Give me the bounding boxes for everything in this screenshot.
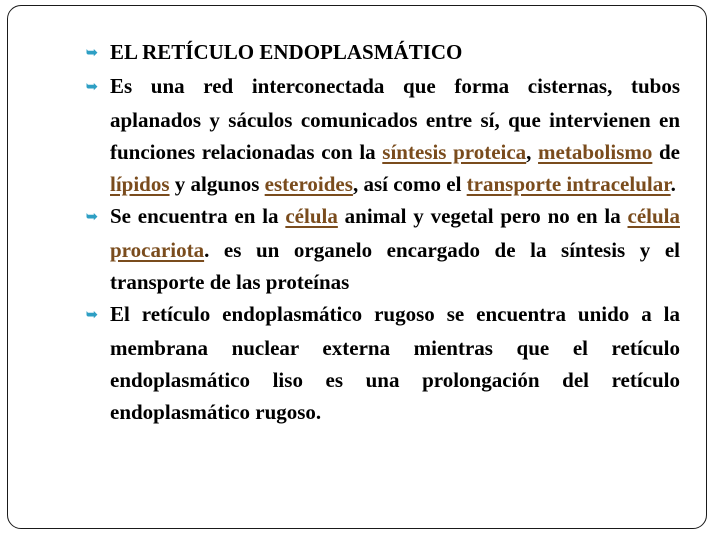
slide-frame (7, 5, 707, 529)
paragraph-text: Es una red interconectada que forma cisternas, tubos aplanados y sáculos comunicados entre sí, que intervienen en funciones relacionadas con la (110, 74, 680, 164)
bullet-paragraph-1 (86, 70, 680, 200)
arrow-bullet-icon: ➥ (86, 210, 98, 225)
link-transporte-intracelular[interactable]: transporte intracelular (466, 172, 671, 196)
bullet-paragraph-3 (86, 298, 680, 428)
paragraph-text: , (526, 140, 539, 164)
bullet-paragraph-2 (86, 200, 680, 298)
title-text: EL RETÍCULO ENDOPLASMÁTICO (110, 40, 463, 64)
link-esteroides[interactable]: esteroides (264, 172, 353, 196)
link-metabolismo[interactable]: metabolismo (538, 140, 653, 164)
link-sintesis-proteica[interactable]: síntesis proteica (382, 140, 527, 164)
paragraph-text: El retículo endoplasmático rugoso se encuentra unido a la membrana nuclear externa mientras que el retículo endoplasmático liso es una prolongación del retículo endoplasmático rugoso. (110, 302, 680, 424)
arrow-bullet-icon: ➥ (86, 80, 98, 95)
slide-title (86, 36, 680, 70)
paragraph-text: . es un organelo encargado de la síntesis y el transporte de las proteínas (110, 238, 680, 294)
link-celula-procariota[interactable]: célula procariota (110, 204, 680, 262)
paragraph-text: de (652, 140, 680, 164)
paragraph-text: , así como el (352, 172, 467, 196)
arrow-bullet-icon: ➥ (86, 46, 98, 61)
link-celula[interactable]: célula (285, 204, 338, 228)
slide-content (86, 36, 680, 428)
link-lipidos[interactable]: lípidos (110, 172, 170, 196)
paragraph-text: . (670, 172, 676, 196)
paragraph-text: animal y vegetal pero no en la (337, 204, 628, 228)
paragraph-text: y algunos (169, 172, 265, 196)
arrow-bullet-icon: ➥ (86, 308, 98, 323)
paragraph-text: Se encuentra en la (110, 204, 286, 228)
